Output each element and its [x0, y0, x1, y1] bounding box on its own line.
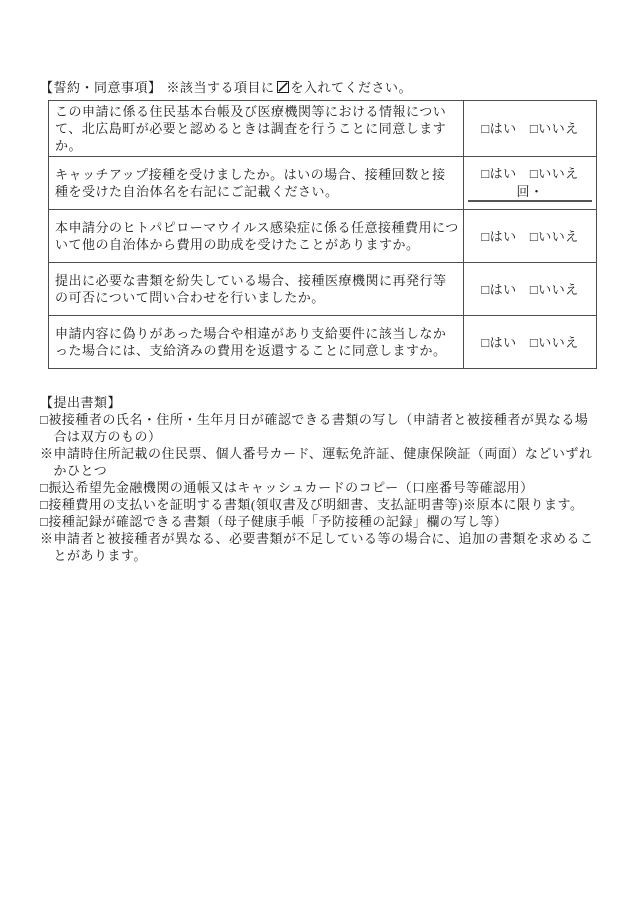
- consent-question: キャッチアップ接種を受けましたか。はいの場合、接種回数と接種を受けた自治体名を右記にご記載ください。: [49, 157, 464, 210]
- checked-box-icon: [277, 81, 289, 93]
- consent-question: 申請内容に偽りがあった場合や相違があり支給要件に該当しなかった場合には、支給済みの費用を返還することに同意しますか。: [49, 316, 464, 369]
- consent-section-title: [40, 79, 600, 96]
- document-checklist-item: □接種記録が確認できる書類（母子健康手帳「予防接種の記録」欄の写し等）: [40, 514, 508, 529]
- consent-question: この申請に係る住民基本台帳及び医療機関等における情報について、北広島町が必要と認めるときは調査を行うことに同意しますか。: [49, 101, 464, 157]
- consent-answer-cell: [464, 210, 597, 263]
- yes-checkbox-option[interactable]: □はい: [481, 228, 517, 244]
- consent-section-note-post: を入れてください。: [290, 80, 413, 95]
- consent-question: 提出に必要な書類を紛失している場合、接種医療機関に再発行等の可否について問い合わせを行いましたか。: [49, 263, 464, 316]
- document-note-item: ※申請時住所記載の住民票、個人番号カード、運転免許証、健康保険証（両面）などいずれかひとつ: [40, 446, 593, 478]
- consent-question: 本申請分のヒトパピローマウイルス感染症に係る任意接種費用について他の自治体から費用の助成を受けたことがありますか。: [49, 210, 464, 263]
- consent-table: [48, 100, 597, 369]
- no-checkbox-option[interactable]: □いいえ: [529, 121, 579, 136]
- no-checkbox-option[interactable]: □いいえ: [529, 281, 579, 297]
- consent-row: [49, 210, 597, 263]
- consent-row: [49, 157, 597, 210]
- document-checklist-item: □振込希望先金融機関の通帳又はキャッシュカードのコピー（口座番号等確認用）: [40, 480, 534, 495]
- yes-checkbox-option[interactable]: □はい: [481, 121, 517, 136]
- count-municipality-fill-line[interactable]: [468, 184, 592, 202]
- documents-section: [40, 394, 598, 564]
- consent-section-note-pre: ※該当する項目に: [166, 80, 275, 95]
- consent-answer-cell: [464, 101, 597, 157]
- yes-checkbox-option[interactable]: □はい: [481, 165, 517, 181]
- consent-answer-cell: [464, 263, 597, 316]
- yes-checkbox-option[interactable]: □はい: [481, 281, 517, 297]
- document-note-item: ※申請者と被接種者が異なる、必要書類が不足している等の場合に、追加の書類を求めることがあります。: [40, 531, 594, 563]
- documents-section-title: 【提出書類】: [40, 395, 122, 410]
- no-checkbox-option[interactable]: □いいえ: [529, 228, 579, 244]
- consent-row: [49, 101, 597, 157]
- consent-row: [49, 316, 597, 369]
- consent-section-heading: 【誓約・同意事項】: [40, 80, 162, 95]
- document-checklist-item: □被接種者の氏名・住所・生年月日が確認できる書類の写し（申請者と被接種者が異なる場合は双方のもの）: [40, 412, 589, 444]
- fill-line-label: 回・: [516, 183, 544, 199]
- consent-answer-cell: [464, 316, 597, 369]
- consent-row: [49, 263, 597, 316]
- yes-checkbox-option[interactable]: □はい: [481, 334, 517, 350]
- no-checkbox-option[interactable]: □いいえ: [529, 334, 579, 350]
- consent-answer-cell: [464, 157, 597, 210]
- document-checklist-item: □接種費用の支払いを証明する書類(領収書及び明細書、支払証明書等)※原本に限ります。: [40, 497, 584, 512]
- no-checkbox-option[interactable]: □いいえ: [529, 165, 579, 181]
